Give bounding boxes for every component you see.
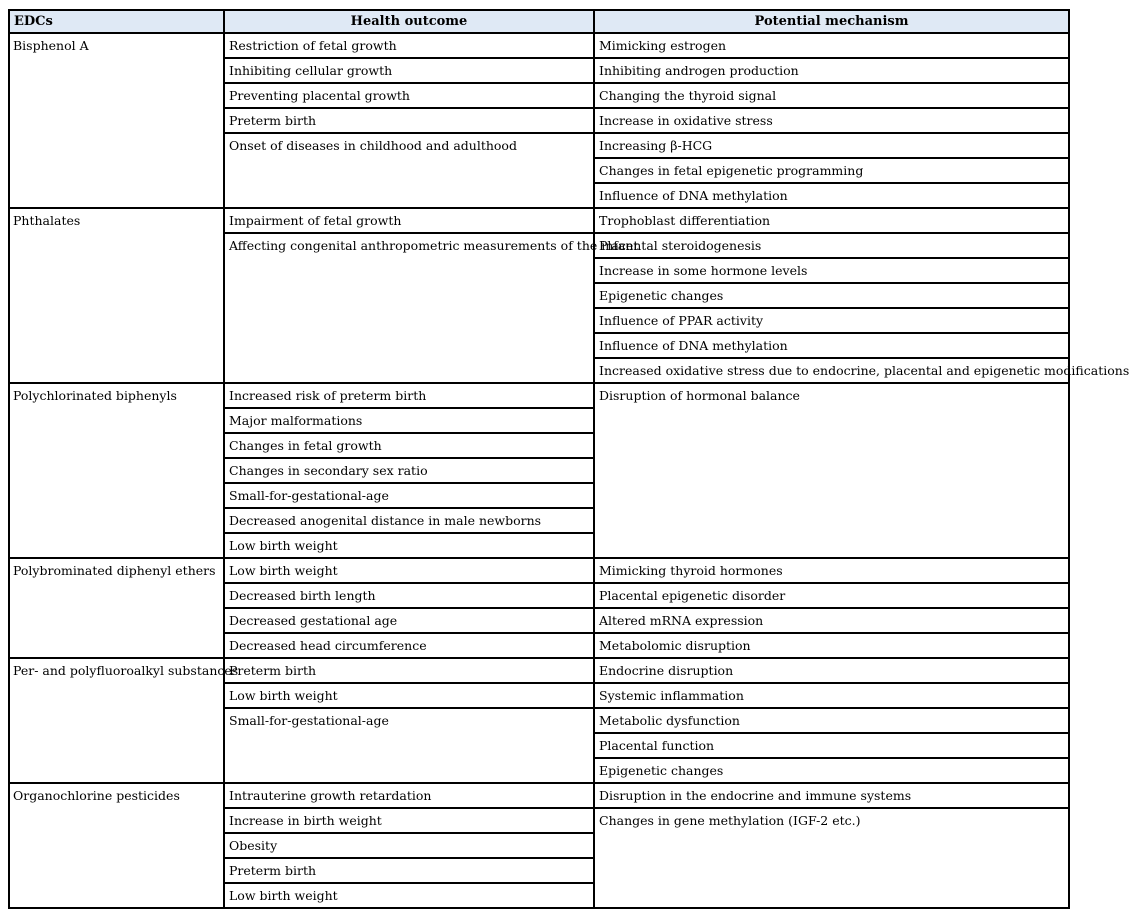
mechanism-cell: Trophoblast differentiation	[595, 209, 1068, 234]
health-outcome-cell: Small-for-gestational-age	[225, 484, 593, 509]
health-outcome-cell: Changes in secondary sex ratio	[225, 459, 593, 484]
mechanism-cell: Mimicking thyroid hormones	[595, 559, 1068, 584]
health-outcome-cell: Decreased birth length	[225, 584, 593, 609]
mechanism-cell: Influence of DNA methylation	[599, 188, 788, 203]
mechanism-cell: Epigenetic changes	[595, 284, 1068, 309]
health-outcome-cell: Preterm birth	[225, 109, 593, 134]
health-outcome-cell: Onset of diseases in childhood and adulthood	[229, 138, 517, 153]
edc-table	[8, 9, 1129, 909]
edc-column	[10, 34, 239, 907]
mechanism-column	[593, 34, 1129, 907]
mechanism-cell: Placental epigenetic disorder	[595, 584, 1068, 609]
mechanism-cell-group	[595, 559, 1068, 659]
health-outcome-cell: Decreased gestational age	[225, 609, 593, 634]
health-outcome-cell: Inhibiting cellular growth	[225, 59, 593, 84]
edc-name: Bisphenol A	[13, 38, 89, 53]
mechanism-cell: Changes in gene methylation (IGF-2 etc.)	[599, 813, 861, 828]
mechanism-cell: Increase in some hormone levels	[595, 259, 1068, 284]
mechanism-cell: Influence of PPAR activity	[595, 309, 1068, 334]
header-edcs: EDCs	[10, 11, 223, 34]
mechanism-cell: Altered mRNA expression	[595, 609, 1068, 634]
health-outcome-cell: Intrauterine growth retardation	[225, 784, 593, 809]
health-outcome-cell: Impairment of fetal growth	[225, 209, 593, 234]
health-outcome-column	[223, 34, 639, 907]
health-outcome-cell: Decreased head circumference	[229, 638, 427, 653]
health-outcome-cell: Affecting congenital anthropometric measurements of the infant	[229, 238, 639, 253]
health-outcome-cell: Low birth weight	[225, 559, 593, 584]
edc-name: Phthalates	[13, 213, 81, 228]
mechanism-cell-group	[595, 209, 1129, 384]
mechanism-cell: Systemic inflammation	[595, 684, 1068, 709]
mechanism-cell: Increased oxidative stress due to endocrine, placental and epigenetic modifications	[599, 363, 1129, 378]
edc-group	[10, 784, 223, 909]
health-outcome-cell: Small-for-gestational-age	[229, 713, 389, 728]
edc-group	[10, 384, 223, 559]
health-outcome-cell: Low birth weight	[225, 684, 593, 709]
mechanism-cell: Placental steroidogenesis	[595, 234, 1068, 259]
health-outcome-cell: Preterm birth	[225, 659, 593, 684]
mechanism-cell: Placental function	[595, 734, 1068, 759]
edc-name: Polybrominated diphenyl ethers	[13, 563, 216, 578]
edc-group	[10, 209, 223, 384]
health-outcome-cell-group	[225, 209, 639, 384]
health-outcome-cell: Preterm birth	[225, 859, 593, 884]
health-outcome-cell: Preventing placental growth	[225, 84, 593, 109]
health-outcome-cell: Changes in fetal growth	[225, 434, 593, 459]
mechanism-cell: Disruption in the endocrine and immune systems	[595, 784, 1068, 809]
health-outcome-cell: Low birth weight	[229, 888, 338, 903]
mechanism-cell: Changing the thyroid signal	[595, 84, 1068, 109]
mechanism-cell: Mimicking estrogen	[595, 34, 1068, 59]
health-outcome-cell-group	[225, 384, 593, 559]
edc-group	[10, 659, 239, 784]
mechanism-cell: Metabolic dysfunction	[595, 709, 1068, 734]
edc-group	[10, 559, 223, 659]
mechanism-cell-group	[595, 784, 1068, 909]
edc-group	[10, 34, 223, 209]
health-outcome-cell: Decreased anogenital distance in male newborns	[225, 509, 593, 534]
health-outcome-cell-group	[225, 34, 593, 209]
edc-name: Organochlorine pesticides	[13, 788, 180, 803]
health-outcome-cell: Increased risk of preterm birth	[225, 384, 593, 409]
mechanism-cell-group	[595, 659, 1068, 784]
mechanism-cell: Disruption of hormonal balance	[599, 388, 800, 403]
health-outcome-cell-group	[225, 784, 593, 909]
mechanism-cell: Increasing β-HCG	[595, 134, 1068, 159]
mechanism-cell: Epigenetic changes	[599, 763, 724, 778]
edc-name: Per- and polyfluoroalkyl substances	[13, 663, 239, 678]
health-outcome-cell-group	[225, 659, 593, 784]
mechanism-cell: Influence of DNA methylation	[595, 334, 1068, 359]
mechanism-cell-group	[595, 34, 1068, 209]
edc-name: Polychlorinated biphenyls	[13, 388, 177, 403]
mechanism-cell: Metabolomic disruption	[599, 638, 751, 653]
mechanism-cell: Endocrine disruption	[595, 659, 1068, 684]
header-potential-mechanism: Potential mechanism	[593, 11, 1068, 34]
health-outcome-cell: Major malformations	[225, 409, 593, 434]
mechanism-cell: Changes in fetal epigenetic programming	[595, 159, 1068, 184]
health-outcome-cell: Low birth weight	[229, 538, 338, 553]
header-health-outcome: Health outcome	[223, 11, 593, 34]
mechanism-cell: Increase in oxidative stress	[595, 109, 1068, 134]
mechanism-cell-group	[595, 384, 1068, 559]
health-outcome-cell: Increase in birth weight	[225, 809, 593, 834]
health-outcome-cell-group	[225, 559, 593, 659]
health-outcome-cell: Restriction of fetal growth	[225, 34, 593, 59]
health-outcome-cell: Obesity	[225, 834, 593, 859]
mechanism-cell: Inhibiting androgen production	[595, 59, 1068, 84]
